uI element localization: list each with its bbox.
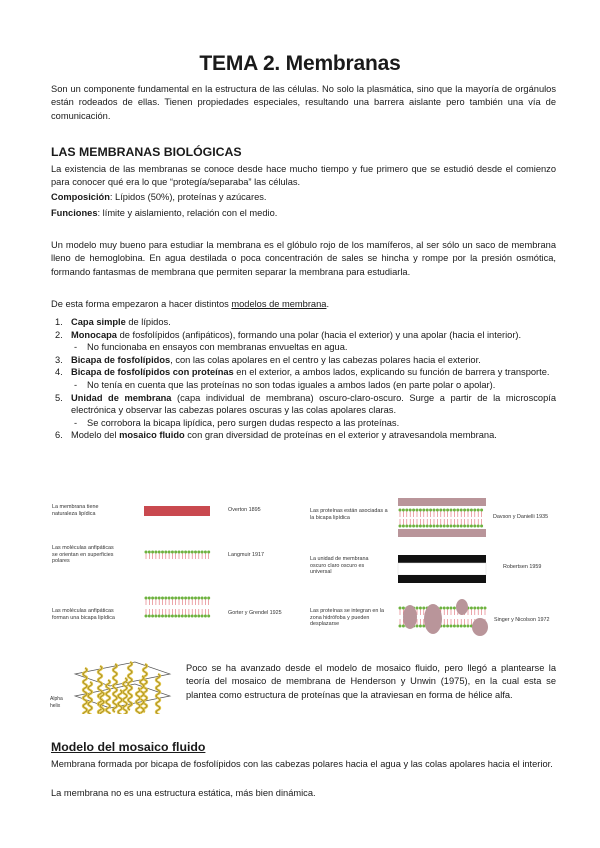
lipid-head (467, 525, 470, 528)
list-subnote: - Se corrobora la bicapa lipídica, pero surgen dudas respecto a las proteínas. (74, 417, 400, 428)
lipid-head (422, 525, 425, 528)
lipid-head (453, 525, 456, 528)
lipid-head (443, 525, 446, 528)
lipid-head (456, 625, 459, 628)
bilayer-diagram (145, 597, 211, 618)
models-intro-prefix: De esta forma empezaron a hacer distintos (51, 299, 232, 309)
membrane-models-list (51, 316, 556, 442)
item-term: Unidad de membrana (71, 392, 172, 403)
lipid-head (191, 597, 194, 600)
lipid-head (416, 625, 419, 628)
lipid-head (419, 525, 422, 528)
models-intro-suffix: . (326, 299, 330, 309)
lipid-head (161, 615, 164, 618)
functions-label: Funciones (51, 208, 98, 218)
lipid-head (409, 509, 412, 512)
lipid-head (429, 509, 432, 512)
lipid-head (178, 551, 181, 554)
subnote-text: No tenía en cuenta que las proteínas no son todas iguales a ambos lados (en parte polar o apolar). (87, 379, 496, 390)
lipid-head (463, 625, 466, 628)
item-number: 5. (55, 392, 63, 403)
lipid-head (484, 607, 487, 610)
helix-coil (123, 678, 127, 714)
lipid-head (439, 509, 442, 512)
lipid-head (151, 615, 154, 618)
lipid-head (480, 509, 483, 512)
lipid-head (436, 509, 439, 512)
item-term: Bicapa de fosfolípidos con proteínas (71, 367, 234, 378)
figure-label: Las proteínas están asociadas a la bicapa lipídica (310, 508, 388, 521)
protein-layer-top (398, 498, 486, 506)
lipid-head (158, 551, 161, 554)
figure-label: Las proteínas se integran en la zona hidrófoba y pueden desplazarse (310, 608, 385, 628)
models-intro (51, 298, 556, 311)
lipid-head (187, 551, 190, 554)
item-text-pre: Modelo del (71, 430, 120, 441)
lipid-head (470, 525, 473, 528)
lipid-head (181, 551, 184, 554)
lipid-head (187, 615, 190, 618)
lipid-head (399, 625, 402, 628)
lipid-head (201, 551, 204, 554)
figure-label: Las moléculas anfipáticas forman una bicapa lipídica (52, 608, 115, 621)
lipid-head (207, 597, 210, 600)
lipid-head (422, 607, 425, 610)
alpha-helix-label: Alpha helix (50, 696, 63, 709)
lipid-head (158, 615, 161, 618)
lipid-head (168, 615, 171, 618)
lipid-head (416, 509, 419, 512)
lipid-head (194, 615, 197, 618)
dark-band-bottom (398, 575, 486, 583)
lipid-head (194, 597, 197, 600)
lipid-head (426, 509, 429, 512)
item-term: Monocapa (71, 329, 117, 340)
lipid-head (191, 615, 194, 618)
lipid-head (416, 525, 419, 528)
composition-text: : Lípidos (50%), proteínas y azúcares. (109, 192, 267, 202)
composition-line (51, 191, 556, 204)
list-item (51, 354, 556, 367)
figure-author: Gorter y Grendel 1925 (228, 610, 282, 616)
lipid-head (477, 509, 480, 512)
lipid-head (436, 525, 439, 528)
lipid-head (151, 551, 154, 554)
lipid-head (184, 597, 187, 600)
subnote-text: Se corrobora la bicapa lipídica, pero surgen dudas respecto a las proteínas. (87, 417, 400, 428)
lipid-head (429, 525, 432, 528)
lipid-head (148, 615, 151, 618)
bilayer-protein-diagram (399, 509, 484, 528)
lipid-head (450, 525, 453, 528)
existence-paragraph: La existencia de las membranas se conoce desde hace mucho tiempo y fue primero que se estudió desde el comienzo para conocer qué era lo que “protegía/separaba” las células. (51, 164, 556, 188)
lipid-head (439, 525, 442, 528)
membrane-models-figure (48, 496, 558, 646)
lipid-head (399, 509, 402, 512)
lipid-head (412, 509, 415, 512)
lipid-head (443, 625, 446, 628)
item-number: 3. (55, 354, 63, 365)
alpha-helix-protein-figure (50, 652, 180, 714)
lipid-head (450, 625, 453, 628)
lipid-head (402, 525, 405, 528)
lipid-head (178, 615, 181, 618)
item-text: de fosfolípidos (anfipáticos), formando una polar (hacia el exterior) y una apolar (hacia el interior). (116, 329, 522, 340)
lipid-head (450, 509, 453, 512)
lipid-head (480, 607, 483, 610)
lipid-head (161, 551, 164, 554)
monolayer-diagram (145, 551, 211, 560)
lipid-head (412, 525, 415, 528)
membrane-diagrams (48, 496, 558, 646)
lipid-head (473, 525, 476, 528)
lipid-head (197, 597, 200, 600)
lipid-head (399, 607, 402, 610)
lipid-head (439, 607, 442, 610)
lipid-head (446, 607, 449, 610)
lipid-head (433, 509, 436, 512)
lipid-head (463, 509, 466, 512)
lipid-head (443, 607, 446, 610)
lipid-head (477, 607, 480, 610)
item-text: de lípidos. (125, 317, 171, 327)
item-term: Bicapa de fosfolípidos (71, 354, 171, 365)
lipid-head (456, 509, 459, 512)
lipid-head (191, 551, 194, 554)
lipid-head (161, 597, 164, 600)
lipid-head (405, 509, 408, 512)
item-number: 6. (55, 430, 63, 441)
section-heading-membranas: LAS MEMBRANAS BIOLÓGICAS (51, 145, 242, 159)
lipid-head (433, 525, 436, 528)
item-number: 1. (55, 317, 63, 327)
list-item (51, 316, 556, 329)
lipid-head (460, 525, 463, 528)
figure-author: Singer y Nicolson 1972 (494, 617, 550, 623)
lipid-head (405, 525, 408, 528)
dark-band-top (398, 555, 486, 563)
lipid-head (168, 597, 171, 600)
lipid-head (174, 615, 177, 618)
lipid-head (207, 551, 210, 554)
lipid-head (171, 597, 174, 600)
page-title: TEMA 2. Membranas (199, 52, 401, 75)
lipid-head (154, 597, 157, 600)
lipid-head (154, 615, 157, 618)
lipid-head (426, 525, 429, 528)
lipid-head (399, 525, 402, 528)
lipid-head (402, 607, 405, 610)
lipid-head (446, 625, 449, 628)
item-number: 2. (55, 329, 63, 340)
lipid-head (467, 625, 470, 628)
light-band (398, 563, 486, 575)
lipid-head (467, 509, 470, 512)
lipid-head (204, 597, 207, 600)
lipid-head (463, 525, 466, 528)
lipid-head (456, 525, 459, 528)
lipid-head (446, 525, 449, 528)
lipid-head (460, 509, 463, 512)
lipid-head (184, 615, 187, 618)
lipid-head (453, 509, 456, 512)
figure-author: Davson y Danielli 1935 (493, 514, 549, 520)
figure-label: Las moléculas anfipáticas se orientan en superficies polares (52, 545, 114, 565)
lipid-head (164, 597, 167, 600)
lipid-head (201, 597, 204, 600)
lipid-head (453, 607, 456, 610)
list-item (51, 429, 556, 442)
lipid-head (416, 607, 419, 610)
lipid-head (184, 551, 187, 554)
lipid-head (201, 615, 204, 618)
lipid-head (446, 509, 449, 512)
lipid-head (470, 509, 473, 512)
lipid-head (181, 597, 184, 600)
lipid-head (450, 607, 453, 610)
lipid-head (145, 615, 148, 618)
lipid-head (145, 597, 148, 600)
lipid-head (453, 625, 456, 628)
protein-layer-bottom (398, 529, 486, 537)
figure-label: La membrana tiene naturaleza lipídica (52, 504, 99, 517)
composition-label: Composición (51, 192, 110, 202)
models-link[interactable]: modelos de membrana (231, 299, 327, 309)
mosaic-membrane-paragraph: Poco se ha avanzado desde el modelo de mosaico fluido, pero llegó a plantearse la teoría del mosaico de membrana de Henderson y Unwin (1975), en la cual esta se plantea como estructura de proteínas que la atraviesan en forma de hélice alfa. (186, 663, 556, 700)
list-item (51, 392, 556, 417)
integral-protein (403, 605, 417, 629)
lipid-head (477, 525, 480, 528)
list-subnote: - No tenía en cuenta que las proteínas no son todas iguales a ambos lados (en parte polar o apolar). (74, 379, 496, 390)
lipid-head (164, 615, 167, 618)
item-text: con gran diversidad de proteínas en el exterior y atravesandola membrana. (184, 430, 497, 441)
lipid-head (197, 551, 200, 554)
lipid-head (181, 615, 184, 618)
lipid-layer-bar (144, 506, 210, 516)
lipid-head (470, 607, 473, 610)
lipid-head (168, 551, 171, 554)
lipid-head (197, 615, 200, 618)
item-term: mosaico fluido (119, 430, 185, 441)
lipid-head (187, 597, 190, 600)
lipid-head (419, 607, 422, 610)
section-heading-mosaico: Modelo del mosaico fluido (51, 740, 206, 754)
peripheral-protein (456, 599, 468, 615)
functions-text: : límite y aislamiento, relación con el medio. (97, 208, 278, 218)
list-subnote: - No funcionaba en ensayos con membranas envueltas en agua. (74, 342, 348, 353)
figure-author: Robertsen 1959 (503, 564, 542, 570)
lipid-head (473, 509, 476, 512)
lipid-head (443, 509, 446, 512)
lipid-head (171, 551, 174, 554)
lipid-head (204, 615, 207, 618)
lipid-head (460, 625, 463, 628)
mosaic-paragraph-2: La membrana no es una estructura estática, más bien dinámica. (51, 788, 316, 798)
lipid-head (204, 551, 207, 554)
mosaic-paragraph-1: Membrana formada por bicapa de fosfolípidos con las cabezas polares hacia el agua y las colas apolares hacia el interior. (51, 759, 553, 769)
item-text: en el exterior, a ambos lados, explicando su función de barrera y transporte. (233, 367, 550, 378)
lipid-head (151, 597, 154, 600)
lipid-head (174, 551, 177, 554)
lipid-head (148, 597, 151, 600)
integral-protein (424, 604, 442, 634)
lipid-head (422, 509, 425, 512)
lipid-head (473, 607, 476, 610)
lipid-head (171, 615, 174, 618)
figure-author: Langmuir 1917 (228, 552, 264, 558)
lipid-head (402, 625, 405, 628)
figure-author: Overton 1895 (228, 507, 261, 513)
subnote-text: No funcionaba en ensayos con membranas envueltas en agua. (87, 342, 348, 353)
lipid-head (154, 551, 157, 554)
lipid-head (148, 551, 151, 554)
lipid-head (419, 509, 422, 512)
lipid-head (402, 509, 405, 512)
red-cell-paragraph: Un modelo muy bueno para estudiar la membrana es el glóbulo rojo de los mamíferos, al ser sólo un saco de membrana lleno de hemoglobina. En agua destilada o poca concentración de sales se hincha y rompe por la presión osmótica, formando fantasmas de membrana que permiten separar la membrana para estudiarla. (51, 240, 556, 277)
functions-line (51, 207, 556, 220)
lipid-head (194, 551, 197, 554)
item-term: Capa simple (71, 317, 126, 327)
intro-paragraph: Son un componente fundamental en la estructura de las células. No solo la plasmática, sino que la mayoría de orgánulos están rodeados de ellas. Tienen propiedades especiales, resultando una barrera aislante pero también una vía de comunicación. (51, 84, 556, 121)
item-text: , con las colas apolares en el centro y las cabezas polares hacia el exterior. (170, 354, 481, 365)
lipid-head (480, 525, 483, 528)
lipid-head (158, 597, 161, 600)
figure-label: La unidad de membrana oscuro claro oscuro es universal (310, 556, 369, 576)
lipid-head (164, 551, 167, 554)
item-number: 4. (55, 367, 63, 378)
peripheral-protein (472, 618, 488, 636)
lipid-head (178, 597, 181, 600)
lipid-head (145, 551, 148, 554)
lipid-head (207, 615, 210, 618)
lipid-head (419, 625, 422, 628)
list-item (51, 329, 556, 342)
list-item (51, 366, 556, 379)
item-text: (capa individual de membrana) oscuro-claro-oscuro. Surge a partir de la microscopía electrónica y observar las cabezas polares oscuras y las colas apolares claras. (71, 392, 556, 416)
lipid-head (409, 525, 412, 528)
lipid-head (174, 597, 177, 600)
